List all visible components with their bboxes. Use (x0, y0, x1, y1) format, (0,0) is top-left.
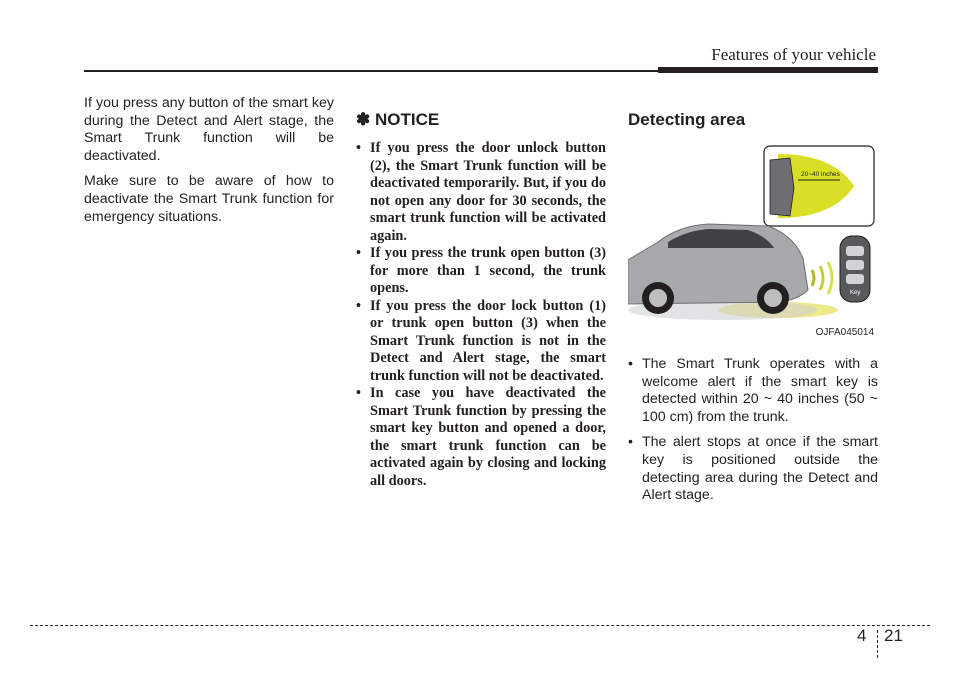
header-title: Features of your vehicle (711, 45, 876, 64)
header-rule-accent (658, 67, 878, 73)
figure-caption: OJFA045014 (815, 327, 874, 338)
page-number: 21 (884, 626, 903, 645)
section-title: Detecting area (628, 110, 746, 129)
footer-divider (877, 630, 878, 658)
detecting-item: • The alert stops at once if the smart key is positioned outside the detecting area during the Detect and Alert stage. (628, 434, 878, 504)
notice-item: • If you press the door lock button (1) or trunk open button (3) when the Smart Trunk function is not in the Detect and Alert stage, the smart trunk function will not be deactivated. (356, 298, 606, 386)
notice-item: • In case you have deactivated the Smart Trunk function by pressing the smart key button and opened a door, the smart trunk function can be activated again by closing and locking all doors. (356, 385, 606, 490)
notice-list (356, 140, 606, 490)
footer-rule (30, 625, 930, 626)
notice-title: ✽ NOTICE (356, 110, 440, 129)
notice-box (356, 110, 606, 490)
smart-key-icon (840, 236, 870, 302)
notice-item: • If you press the door unlock button (2), the Smart Trunk function will be deactivated temporarily. But, if you do not open any door for 30 seconds, the smart trunk function will be activated again. (356, 140, 606, 245)
car-illustration (628, 140, 878, 340)
detecting-item: • The Smart Trunk operates with a welcome alert if the smart key is detected within 20 ~ 40 inches (50 ~ 100 cm) from the trunk. (628, 356, 878, 426)
detecting-area-section (628, 110, 878, 513)
paragraph: Make sure to be aware of how to deactivate the Smart Trunk function for emergency situations. (84, 173, 334, 225)
notice-item: • If you press the trunk open button (3) for more than 1 second, the trunk opens. (356, 245, 606, 298)
paragraph: If you press any button of the smart key during the Detect and Alert stage, the Smart Trunk function will be deactivated. (84, 95, 334, 164)
detecting-list (628, 356, 878, 505)
header-rule (84, 70, 658, 72)
left-column (84, 95, 334, 234)
inset-car-rear (770, 158, 794, 216)
detecting-area-figure (628, 140, 878, 340)
chapter-number: 4 (857, 626, 867, 645)
range-label: 20~40 inches (801, 171, 840, 178)
svg-text:Key: Key (850, 290, 861, 296)
